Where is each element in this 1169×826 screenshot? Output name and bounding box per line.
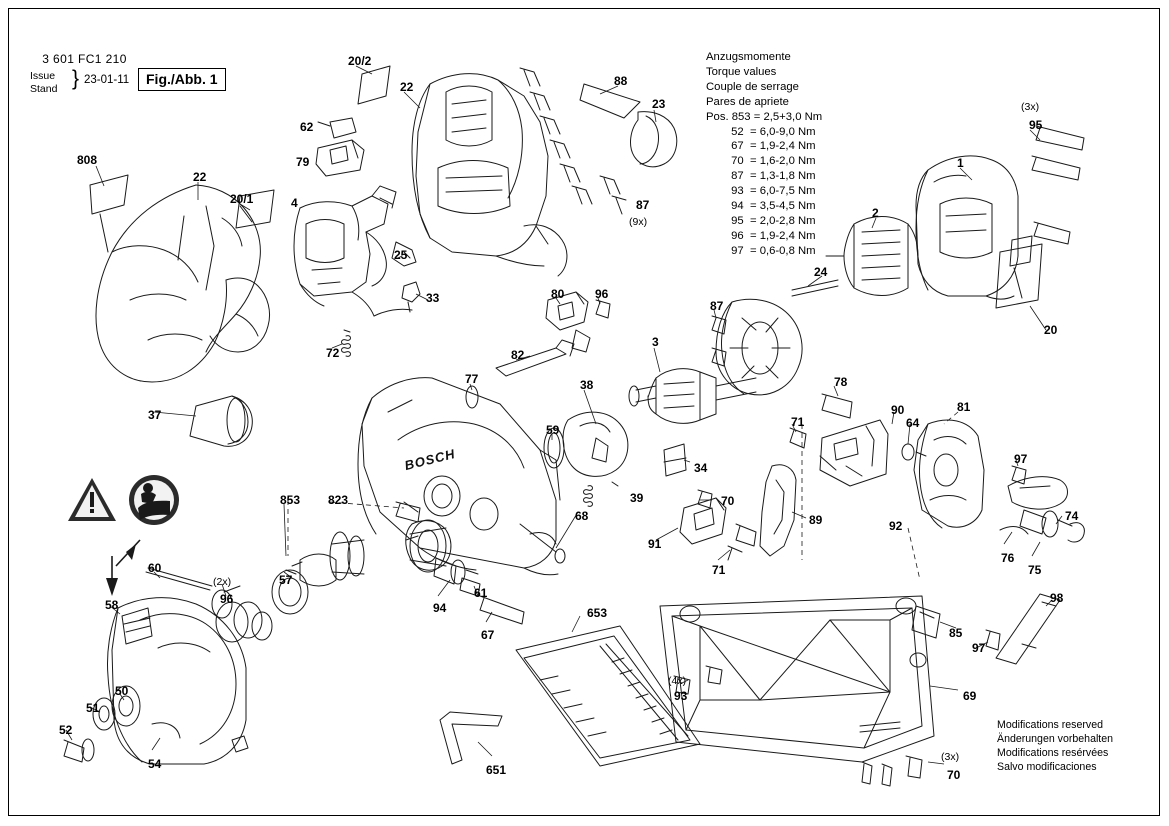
callout-76: 76: [1001, 551, 1015, 565]
callout-653: 653: [587, 606, 608, 620]
callout-95: 95: [1029, 118, 1043, 132]
torque-title-fr: Couple de serrage: [706, 80, 799, 93]
torque-title-es: Pares de apriete: [706, 95, 789, 108]
mods-de: Änderungen vorbehalten: [997, 733, 1114, 746]
torque-line-97: 97 = 0,6-0,8 Nm: [706, 244, 816, 257]
torque-line-52: 52 = 6,0-9,0 Nm: [706, 125, 816, 138]
modifications-note: [997, 718, 1113, 774]
bosch-logo: BOSCH: [402, 445, 457, 474]
callout-3x: (3x): [1021, 101, 1040, 113]
callout-70: 70: [721, 494, 735, 508]
callout-81: 81: [957, 400, 971, 414]
callout-96: 96: [220, 592, 234, 606]
callout-68: 68: [575, 509, 589, 523]
callout-54: 54: [148, 757, 162, 771]
callout-4x: (4x): [668, 675, 687, 687]
callout-1: 1: [957, 156, 964, 170]
mods-es: Salvo modificaciones: [997, 761, 1097, 774]
callout-94: 94: [433, 601, 447, 615]
callout-71: 71: [712, 563, 726, 577]
callout-77: 77: [465, 372, 479, 386]
torque-line-87: 87 = 1,3-1,8 Nm: [706, 170, 816, 183]
callout-67: 67: [481, 628, 495, 642]
callout-51: 51: [86, 701, 100, 715]
callout-57: 57: [279, 573, 293, 587]
callout-92: 92: [889, 519, 903, 533]
callout-3: 3: [652, 335, 659, 349]
stand-label: Stand: [30, 83, 58, 96]
callout-22: 22: [193, 170, 207, 184]
torque-line-70: 70 = 1,6-2,0 Nm: [706, 155, 816, 168]
callout-22: 22: [400, 80, 414, 94]
callout-87: 87: [710, 299, 724, 313]
callout-37: 37: [148, 408, 162, 422]
callout-85: 85: [949, 626, 963, 640]
torque-line-95: 95 = 2,0-2,8 Nm: [706, 214, 816, 227]
callout-9x: (9x): [629, 216, 648, 228]
callout-853: 853: [280, 493, 301, 507]
callout-78: 78: [834, 375, 848, 389]
callout-33: 33: [426, 291, 440, 305]
issue-stand-labels: [30, 70, 57, 96]
callout-61: 61: [474, 586, 488, 600]
torque-title-de: Anzugsmomente: [706, 51, 791, 63]
callout-72: 72: [326, 346, 340, 360]
callout-97: 97: [972, 641, 986, 655]
callout-69: 69: [963, 689, 977, 703]
callout-74: 74: [1065, 509, 1079, 523]
callout-38: 38: [580, 378, 594, 392]
callout-24: 24: [814, 265, 828, 279]
callout-52: 52: [59, 723, 73, 737]
torque-line-853: Pos. 853 = 2,5+3,0 Nm: [706, 110, 823, 123]
mods-fr: Modifications resérvées: [997, 747, 1109, 760]
callout-62: 62: [300, 120, 314, 134]
callout-91: 91: [648, 537, 662, 551]
callout-59: 59: [546, 423, 560, 437]
callout-23: 23: [652, 97, 666, 111]
callout-93: 93: [674, 689, 688, 703]
torque-line-67: 67 = 1,9-2,4 Nm: [706, 140, 816, 153]
callout-20-1: 20/1: [230, 192, 254, 206]
callout-3x: (3x): [941, 751, 960, 763]
callout-2: 2: [872, 206, 879, 220]
callout-88: 88: [614, 74, 628, 88]
callout-20-2: 20/2: [348, 54, 372, 68]
callout-808: 808: [77, 153, 98, 167]
callout-80: 80: [551, 287, 565, 301]
figure-label: Fig./Abb. 1: [138, 68, 226, 91]
callout-70: 70: [947, 768, 961, 782]
callout-96: 96: [595, 287, 609, 301]
callout-20: 20: [1044, 323, 1058, 337]
issue-date: 23-01-11: [84, 74, 130, 86]
callout-823: 823: [328, 493, 349, 507]
callout-651: 651: [486, 763, 507, 777]
torque-line-93: 93 = 6,0-7,5 Nm: [706, 185, 816, 198]
torque-line-96: 96 = 1,9-2,4 Nm: [706, 229, 816, 242]
torque-title-en: Torque values: [706, 65, 777, 78]
callout-60: 60: [148, 561, 162, 575]
callout-25: 25: [394, 248, 408, 262]
callout-97: 97: [1014, 452, 1028, 466]
part-number-value: 3 601 FC1 210: [42, 51, 127, 66]
callout-34: 34: [694, 461, 708, 475]
brace-decoration: }: [72, 67, 80, 90]
callout-90: 90: [891, 403, 905, 417]
callout-75: 75: [1028, 563, 1042, 577]
callout-4: 4: [291, 196, 298, 210]
callout-64: 64: [906, 416, 920, 430]
callout-58: 58: [105, 598, 119, 612]
callout-98: 98: [1050, 591, 1064, 605]
callout-82: 82: [511, 348, 525, 362]
torque-line-94: 94 = 3,5-4,5 Nm: [706, 200, 816, 213]
callout-39: 39: [630, 491, 644, 505]
callout-71: 71: [791, 415, 805, 429]
callout-87: 87: [636, 198, 650, 212]
mods-en: Modifications reserved: [997, 719, 1103, 731]
callout-50: 50: [115, 684, 129, 698]
issue-label: Issue: [30, 70, 56, 82]
callout-79: 79: [296, 155, 310, 169]
torque-values-note: [706, 50, 822, 259]
callout-89: 89: [809, 513, 823, 527]
callout-2x: (2x): [213, 576, 232, 588]
